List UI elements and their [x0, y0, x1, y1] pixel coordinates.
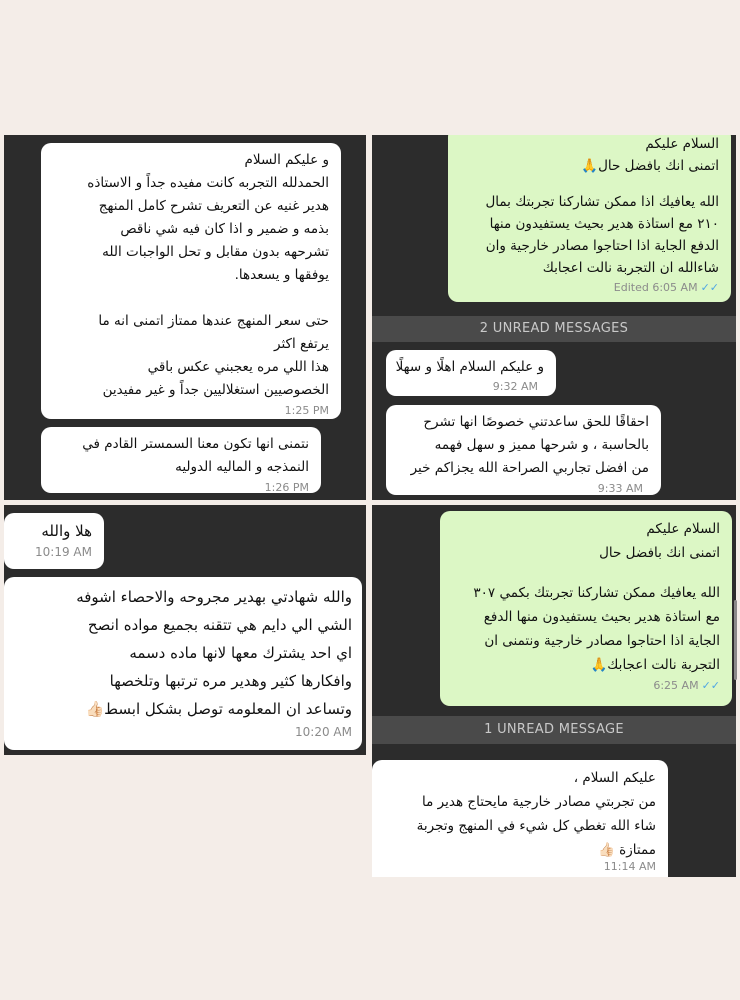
message-line [460, 177, 719, 191]
message-line: من افضل تجاربي الصراحة الله يجزاكم خير [410, 460, 649, 476]
message-line: بالحاسبة ، و شرحها مميز و سهل فهمه [434, 437, 649, 453]
message-bubble-incoming[interactable] [41, 427, 321, 493]
message-line: ٢١٠ مع استاذة هدير بحيث يستفيدون منها [489, 216, 719, 232]
message-line: يرتفع اكثر [274, 336, 329, 352]
message-bubble-incoming[interactable] [4, 513, 104, 569]
message-timestamp [452, 679, 720, 693]
message-line: الحمدلله التجربه كانت مفيده جداً و الاستاذه [87, 175, 329, 191]
message-timestamp [460, 281, 719, 295]
message-bubble-incoming[interactable] [386, 350, 556, 396]
message-line: هلا والله [41, 522, 92, 540]
message-line: السلام عليكم [646, 521, 720, 537]
message-line: اي احد يشترك معها لانها ماده دسمه [129, 644, 352, 662]
message-line: تشرحهه بدون مقابل و تحل الواجبات الله [102, 244, 329, 260]
message-line: احقاقًا للحق ساعدتني خصوصًا انها تشرح [423, 414, 649, 430]
message-line: الخصوصيين استغلاليين جداً و غير مفيدين [102, 382, 329, 398]
message-bubble-incoming[interactable] [372, 760, 668, 877]
message-timestamp: 11:14 AM [603, 860, 656, 873]
timestamp-text: Edited 6:05 AM [613, 281, 698, 294]
message-line: حتى سعر المنهج عندها ممتاز اتمنى انه ما [98, 313, 329, 329]
read-receipt-icon: ✓✓ [701, 679, 720, 692]
message-line: الجاية اذا احتاجوا مصادر خارجية ونتمنى ان [484, 633, 720, 649]
message-timestamp: 9:33 AM [597, 482, 643, 495]
read-receipt-icon: ✓✓ [700, 281, 719, 294]
message-bubble-outgoing[interactable] [440, 511, 732, 706]
screenshot-panel-bottom-right [372, 505, 736, 877]
message-line: الدفع الجاية اذا احتاجوا مصادر خارجية وان [485, 238, 719, 254]
message-bubble-incoming[interactable] [41, 143, 341, 419]
screenshot-panel-top-right [372, 135, 736, 500]
message-line: يوفقها و يسعدها. [234, 267, 329, 283]
screenshot-panel-bottom-left [4, 505, 366, 755]
message-line: و عليكم السلام اهلًا و سهلًا [395, 359, 544, 375]
message-timestamp: 10:20 AM [295, 725, 352, 739]
message-line: و عليكم السلام [244, 152, 329, 168]
scroll-indicator [734, 600, 737, 680]
message-line: بذمه و ضمير و اذا كان فيه شي ناقص [120, 221, 329, 237]
message-line: هدير غنيه عن التعريف تشرح كامل المنهج [98, 198, 329, 214]
message-line: الله يعافيك اذا ممكن تشاركنا تجربتك بمال [485, 194, 719, 210]
message-timestamp: 1:26 PM [264, 481, 309, 494]
message-line: ممتازة 👍🏻 [598, 842, 656, 858]
message-line: اتمنى انك بافضل حال [599, 545, 720, 561]
message-line: الشي الي دايم هي تتقنه بجميع مواده انصح [87, 616, 352, 634]
timestamp-text: 6:25 AM [653, 679, 699, 692]
message-line: عليكم السلام ، [573, 770, 656, 786]
message-timestamp: 9:32 AM [492, 380, 538, 393]
message-line: الله يعافيك ممكن تشاركنا تجربتك بكمي ٣٠٧ [473, 585, 720, 601]
screenshot-panel-top-left [4, 135, 366, 500]
message-line [53, 287, 329, 310]
message-line: نتمنى انها تكون معنا السمستر القادم في [82, 436, 309, 452]
message-timestamp: 1:25 PM [284, 404, 329, 417]
message-line: اتمنى انك بافضل حال🙏 [581, 158, 719, 174]
message-line: السلام عليكم [645, 136, 719, 152]
message-timestamp: 10:19 AM [35, 545, 92, 559]
message-line [452, 565, 720, 581]
message-line: من تجربتي مصادر خارجية مايحتاج هدير ما [422, 794, 656, 810]
unread-messages-divider: 2 UNREAD MESSAGES [372, 316, 736, 342]
message-bubble-incoming[interactable] [4, 577, 362, 750]
message-line: التجربة نالت اعجابك🙏 [590, 657, 720, 673]
message-line: النمذجه و الماليه الدوليه [175, 459, 309, 475]
message-line: هذا اللي مره يعجبني عكس باقي [147, 359, 329, 375]
message-bubble-incoming[interactable] [386, 405, 661, 495]
message-bubble-outgoing[interactable] [448, 135, 731, 302]
message-line: مع استاذة هدير بحيث يستفيدون منها الدفع [483, 609, 720, 625]
message-line: شاء الله تغطي كل شيء في المنهج وتجربة [416, 818, 656, 834]
unread-messages-divider: 1 UNREAD MESSAGE [372, 716, 736, 744]
message-line: وافكارها كثير وهدير مره ترتبها وتلخصها [109, 672, 352, 690]
message-line: وتساعد ان المعلومه توصل بشكل ابسط👍🏻 [85, 700, 352, 718]
message-line: شاءالله ان التجربة نالت اعجابك [542, 260, 719, 276]
message-line: والله شهادتي بهدير مجروحه والاحصاء اشوفه [76, 588, 352, 606]
